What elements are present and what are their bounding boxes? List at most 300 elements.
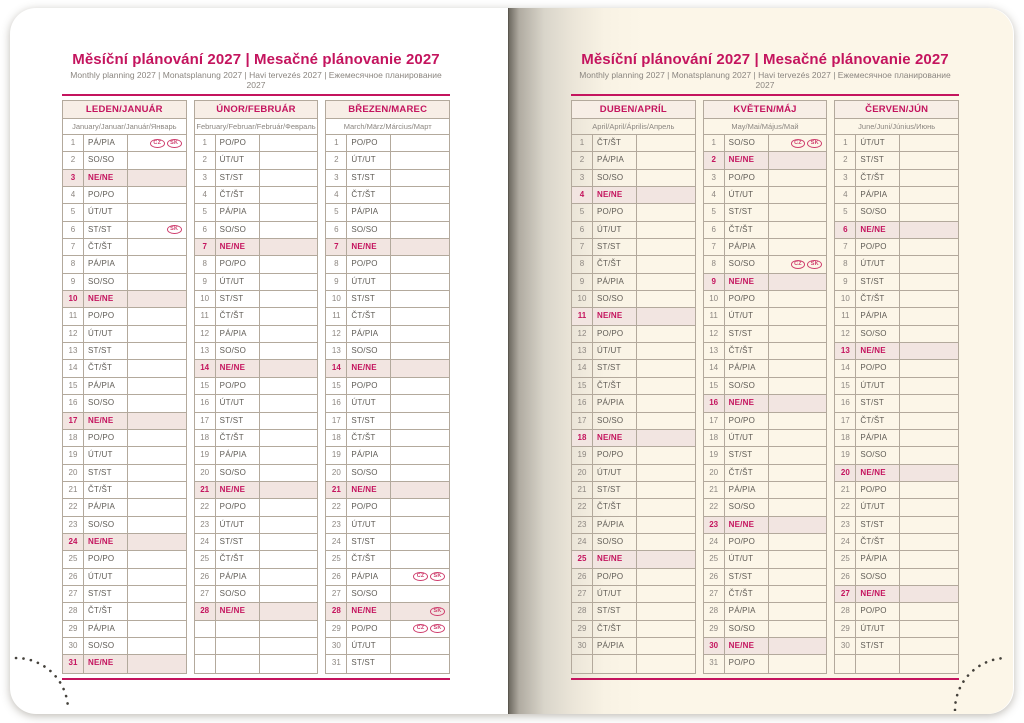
day-row-2 [326, 152, 449, 169]
day-note-area [391, 187, 449, 203]
month-duben-april [571, 100, 696, 674]
day-of-week: ST/ST [593, 239, 637, 255]
day-note-area [769, 655, 827, 672]
day-of-week: ÚT/UT [593, 465, 637, 481]
day-note-area [900, 378, 958, 394]
day-of-week: SO/SO [856, 326, 900, 342]
day-note-area [769, 274, 827, 290]
day-number: 5 [195, 204, 216, 220]
months-right [571, 100, 959, 674]
day-row-8 [572, 256, 695, 273]
day-row-30 [572, 638, 695, 655]
day-note-area [769, 291, 827, 307]
day-note-area [900, 274, 958, 290]
day-of-week: PÁ/PIA [84, 135, 128, 151]
day-number: 10 [326, 291, 347, 307]
day-of-week: PÁ/PIA [347, 447, 391, 463]
page-right-content [571, 8, 959, 680]
day-note-area [637, 308, 695, 324]
day-note-area [900, 135, 958, 151]
day-row-11 [704, 308, 827, 325]
day-of-week: NE/NE [216, 603, 260, 619]
day-note-area [128, 534, 186, 550]
day-number: 17 [195, 413, 216, 429]
day-row-10 [63, 291, 186, 308]
day-row-17 [835, 413, 958, 430]
holiday-badge-cz: CZ [791, 139, 806, 148]
day-row-15 [835, 378, 958, 395]
day-note-area [900, 222, 958, 238]
day-number: 28 [195, 603, 216, 619]
day-of-week: PÁ/PIA [856, 187, 900, 203]
day-note-area [128, 360, 186, 376]
page-header [571, 8, 959, 96]
day-of-week: PÁ/PIA [216, 326, 260, 342]
day-of-week: PO/PO [856, 482, 900, 498]
day-note-area [128, 291, 186, 307]
day-row-25 [704, 551, 827, 568]
day-note-area [260, 360, 318, 376]
day-of-week: PO/PO [856, 360, 900, 376]
day-row-26 [835, 569, 958, 586]
day-number: 17 [572, 413, 593, 429]
day-note-area [260, 465, 318, 481]
day-note-area [900, 447, 958, 463]
day-row-10 [704, 291, 827, 308]
holiday-badge-cz: CZ [413, 624, 428, 633]
day-number: 1 [835, 135, 856, 151]
day-note-area [391, 239, 449, 255]
holiday-badge-sk: SK [807, 139, 822, 148]
day-number: 11 [704, 308, 725, 324]
day-of-week: NE/NE [216, 482, 260, 498]
day-note-area [128, 465, 186, 481]
day-of-week: ÚT/UT [84, 447, 128, 463]
day-note-area [128, 551, 186, 567]
day-note-area [900, 291, 958, 307]
day-of-week: ČT/ŠT [84, 603, 128, 619]
day-row-22 [195, 499, 318, 516]
day-of-week: NE/NE [84, 413, 128, 429]
day-number: 26 [572, 569, 593, 585]
page-header [62, 8, 450, 96]
day-number: 7 [195, 239, 216, 255]
day-row-26 [195, 569, 318, 586]
day-row-20 [195, 465, 318, 482]
day-note-area [769, 413, 827, 429]
day-number: 13 [572, 343, 593, 359]
day-number: 19 [572, 447, 593, 463]
day-note-area [391, 291, 449, 307]
day-number: 10 [572, 291, 593, 307]
day-note-area [769, 465, 827, 481]
holiday-badge-sk: SK [430, 624, 445, 633]
day-number: 25 [195, 551, 216, 567]
day-note-area [900, 430, 958, 446]
day-of-week: SO/SO [856, 204, 900, 220]
day-number: 27 [195, 586, 216, 602]
day-of-week: ST/ST [593, 603, 637, 619]
day-note-area [128, 308, 186, 324]
day-note-area [769, 534, 827, 550]
day-note-area [128, 638, 186, 654]
day-number: 28 [572, 603, 593, 619]
empty-day-row [195, 621, 318, 638]
day-number: 12 [704, 326, 725, 342]
day-note-area [391, 413, 449, 429]
day-note-area [391, 360, 449, 376]
day-row-3 [326, 170, 449, 187]
day-number: 16 [572, 395, 593, 411]
day-number: 15 [572, 378, 593, 394]
day-number: 19 [195, 447, 216, 463]
day-of-week: ÚT/UT [84, 326, 128, 342]
day-number: 23 [572, 517, 593, 533]
day-of-week: ÚT/UT [725, 551, 769, 567]
day-note-area [391, 517, 449, 533]
day-row-23 [704, 517, 827, 534]
day-note-area [900, 170, 958, 186]
day-of-week: PO/PO [593, 204, 637, 220]
day-note-area [260, 152, 318, 168]
day-note-area [900, 499, 958, 515]
day-number: 21 [326, 482, 347, 498]
day-number: 26 [63, 569, 84, 585]
day-note-area [900, 239, 958, 255]
day-number: 22 [835, 499, 856, 515]
day-of-week: ST/ST [347, 655, 391, 672]
day-note-area [637, 551, 695, 567]
day-of-week: SO/SO [84, 152, 128, 168]
day-number [195, 638, 216, 654]
day-number: 29 [704, 621, 725, 637]
day-row-5 [326, 204, 449, 221]
day-number: 4 [326, 187, 347, 203]
day-note-area [128, 482, 186, 498]
day-number: 28 [835, 603, 856, 619]
day-number: 20 [195, 465, 216, 481]
day-number: 24 [704, 534, 725, 550]
day-of-week: PÁ/PIA [725, 239, 769, 255]
day-note-area [769, 447, 827, 463]
day-row-18 [326, 430, 449, 447]
day-number: 3 [63, 170, 84, 186]
day-note-area [260, 534, 318, 550]
day-row-24 [326, 534, 449, 551]
day-of-week: NE/NE [856, 343, 900, 359]
day-of-week: ČT/ŠT [725, 343, 769, 359]
day-note-area [637, 517, 695, 533]
day-number [835, 655, 856, 672]
corner-stitch-arc-right [940, 641, 1010, 711]
day-note-area [769, 621, 827, 637]
day-number: 2 [326, 152, 347, 168]
day-of-week: NE/NE [347, 482, 391, 498]
day-note-area [900, 534, 958, 550]
day-note-area [128, 447, 186, 463]
day-of-week: NE/NE [84, 170, 128, 186]
day-number [195, 621, 216, 637]
month-languages: June/Juni/Június/Июнь [835, 119, 958, 135]
day-of-week: PÁ/PIA [216, 569, 260, 585]
day-row-26 [63, 569, 186, 586]
day-of-week: ČT/ŠT [725, 465, 769, 481]
day-of-week: ÚT/UT [856, 378, 900, 394]
day-row-8 [835, 256, 958, 273]
day-of-week: SO/SO [84, 638, 128, 654]
day-of-week: ÚT/UT [347, 274, 391, 290]
day-note-area [769, 222, 827, 238]
day-note-area [900, 360, 958, 376]
day-row-6 [835, 222, 958, 239]
day-row-17 [572, 413, 695, 430]
day-note-area [260, 274, 318, 290]
day-note-area [637, 395, 695, 411]
day-note-area [637, 152, 695, 168]
day-note-area [769, 187, 827, 203]
day-row-26 [704, 569, 827, 586]
day-of-week: SO/SO [347, 465, 391, 481]
month-brezen-marec [325, 100, 450, 674]
day-row-28 [704, 603, 827, 620]
day-of-week: PO/PO [725, 534, 769, 550]
holiday-badge-cz: CZ [791, 260, 806, 269]
day-note-area [128, 621, 186, 637]
day-row-24 [63, 534, 186, 551]
day-row-3 [704, 170, 827, 187]
day-note-area [260, 551, 318, 567]
day-of-week: SO/SO [347, 586, 391, 602]
day-row-28 [195, 603, 318, 620]
day-number: 25 [63, 551, 84, 567]
day-row-4 [572, 187, 695, 204]
day-note-area [769, 482, 827, 498]
day-of-week: PO/PO [725, 291, 769, 307]
day-row-11 [326, 308, 449, 325]
day-number: 21 [835, 482, 856, 498]
day-row-17 [195, 413, 318, 430]
day-number: 27 [704, 586, 725, 602]
day-note-area [260, 621, 318, 637]
day-of-week: ČT/ŠT [856, 534, 900, 550]
day-number: 27 [326, 586, 347, 602]
day-row-29 [835, 621, 958, 638]
day-of-week: ÚT/UT [84, 569, 128, 585]
day-note-area [637, 170, 695, 186]
day-row-21 [572, 482, 695, 499]
day-number: 16 [195, 395, 216, 411]
day-of-week: SO/SO [84, 274, 128, 290]
day-of-week: NE/NE [84, 291, 128, 307]
day-number: 23 [835, 517, 856, 533]
day-number: 1 [195, 135, 216, 151]
day-number: 8 [326, 256, 347, 272]
day-number: 8 [704, 256, 725, 272]
day-note-area [128, 170, 186, 186]
day-note-area [769, 551, 827, 567]
day-note-area [769, 239, 827, 255]
day-number: 29 [572, 621, 593, 637]
day-of-week: NE/NE [84, 655, 128, 672]
day-note-area [637, 569, 695, 585]
day-number: 7 [704, 239, 725, 255]
day-of-week: PÁ/PIA [216, 204, 260, 220]
day-number: 22 [572, 499, 593, 515]
day-row-17 [63, 413, 186, 430]
day-of-week: ČT/ŠT [347, 551, 391, 567]
day-row-17 [326, 413, 449, 430]
day-number: 24 [195, 534, 216, 550]
day-number: 13 [835, 343, 856, 359]
day-row-21 [63, 482, 186, 499]
day-number: 1 [572, 135, 593, 151]
day-of-week: NE/NE [725, 152, 769, 168]
day-note-area [391, 170, 449, 186]
day-of-week: PO/PO [84, 430, 128, 446]
day-of-week: PÁ/PIA [593, 274, 637, 290]
day-row-8 [63, 256, 186, 273]
day-of-week: NE/NE [593, 187, 637, 203]
day-note-area [260, 586, 318, 602]
day-of-week: NE/NE [216, 239, 260, 255]
day-number: 15 [704, 378, 725, 394]
day-row-2 [63, 152, 186, 169]
day-note-area [260, 256, 318, 272]
day-of-week: ČT/ŠT [593, 378, 637, 394]
day-of-week: ST/ST [84, 465, 128, 481]
day-of-week: SO/SO [725, 499, 769, 515]
day-of-week: PO/PO [593, 326, 637, 342]
day-of-week: PO/PO [856, 239, 900, 255]
day-row-18 [835, 430, 958, 447]
day-note-area [128, 204, 186, 220]
day-number: 1 [63, 135, 84, 151]
day-note-area [128, 603, 186, 619]
day-of-week: PO/PO [84, 551, 128, 567]
day-number: 9 [195, 274, 216, 290]
day-row-3 [195, 170, 318, 187]
day-number: 9 [326, 274, 347, 290]
day-number: 19 [835, 447, 856, 463]
day-note-area [637, 291, 695, 307]
day-number: 26 [835, 569, 856, 585]
day-of-week: NE/NE [347, 360, 391, 376]
day-of-week: PO/PO [216, 135, 260, 151]
month-kveten-maj [703, 100, 828, 674]
day-of-week: SO/SO [216, 343, 260, 359]
day-of-week: ÚT/UT [216, 274, 260, 290]
month-title: DUBEN/APRÍL [572, 101, 695, 119]
day-of-week: ÚT/UT [856, 256, 900, 272]
page-subtitle: Monthly planning 2027 | Monatsplanung 2027 | Havi tervezés 2027 | Ежемесячное планирование 2027 [70, 70, 442, 90]
day-note-area [391, 586, 449, 602]
day-of-week: ÚT/UT [856, 621, 900, 637]
day-number: 15 [63, 378, 84, 394]
day-of-week: PÁ/PIA [84, 378, 128, 394]
day-number: 6 [835, 222, 856, 238]
day-number: 31 [704, 655, 725, 672]
day-note-area [391, 499, 449, 515]
page-title: Měsíční plánování 2027 | Mesačné plánovanie 2027 [581, 51, 949, 68]
day-of-week: PO/PO [84, 187, 128, 203]
day-note-area [900, 465, 958, 481]
day-note-area [128, 413, 186, 429]
day-number: 15 [835, 378, 856, 394]
day-of-week: PÁ/PIA [725, 360, 769, 376]
month-languages: January/Januar/Január/Январь [63, 119, 186, 135]
day-note-area [128, 135, 186, 151]
day-of-week: SO/SO [84, 517, 128, 533]
day-note-area [769, 343, 827, 359]
day-note-area [637, 447, 695, 463]
day-number: 31 [326, 655, 347, 672]
day-number: 20 [63, 465, 84, 481]
day-number: 6 [704, 222, 725, 238]
day-number: 8 [835, 256, 856, 272]
day-note-area [637, 187, 695, 203]
day-of-week: ČT/ŠT [84, 360, 128, 376]
day-of-week: ČT/ŠT [856, 413, 900, 429]
day-number: 2 [572, 152, 593, 168]
day-of-week: SO/SO [856, 569, 900, 585]
day-of-week: ÚT/UT [593, 586, 637, 602]
day-number: 24 [326, 534, 347, 550]
day-of-week: PO/PO [84, 308, 128, 324]
day-of-week [216, 638, 260, 654]
day-of-week: PÁ/PIA [593, 152, 637, 168]
day-row-13 [835, 343, 958, 360]
day-note-area [260, 187, 318, 203]
day-number: 29 [63, 621, 84, 637]
day-note-area [900, 603, 958, 619]
day-number: 5 [704, 204, 725, 220]
day-number: 9 [704, 274, 725, 290]
day-row-1 [572, 135, 695, 152]
day-note-area [769, 638, 827, 654]
day-note-area [769, 360, 827, 376]
day-number: 14 [835, 360, 856, 376]
day-number: 18 [326, 430, 347, 446]
day-number: 11 [195, 308, 216, 324]
day-note-area [391, 551, 449, 567]
day-note-area [260, 343, 318, 359]
day-of-week: NE/NE [856, 586, 900, 602]
day-note-area [637, 534, 695, 550]
month-languages: March/März/Március/Март [326, 119, 449, 135]
day-number: 18 [572, 430, 593, 446]
day-row-24 [835, 534, 958, 551]
day-number: 2 [63, 152, 84, 168]
day-of-week: SO/SO [347, 343, 391, 359]
day-note-area [260, 499, 318, 515]
day-note-area [637, 239, 695, 255]
page-left [10, 8, 509, 714]
day-row-9 [63, 274, 186, 291]
day-row-12 [835, 326, 958, 343]
day-number: 8 [195, 256, 216, 272]
day-note-area [637, 482, 695, 498]
day-note-area [128, 378, 186, 394]
day-row-21 [195, 482, 318, 499]
day-note-area [900, 326, 958, 342]
day-row-3 [572, 170, 695, 187]
day-note-area [637, 204, 695, 220]
day-note-area [900, 256, 958, 272]
day-of-week: PO/PO [725, 655, 769, 672]
day-number: 23 [195, 517, 216, 533]
day-row-13 [572, 343, 695, 360]
month-leden-januar [62, 100, 187, 674]
